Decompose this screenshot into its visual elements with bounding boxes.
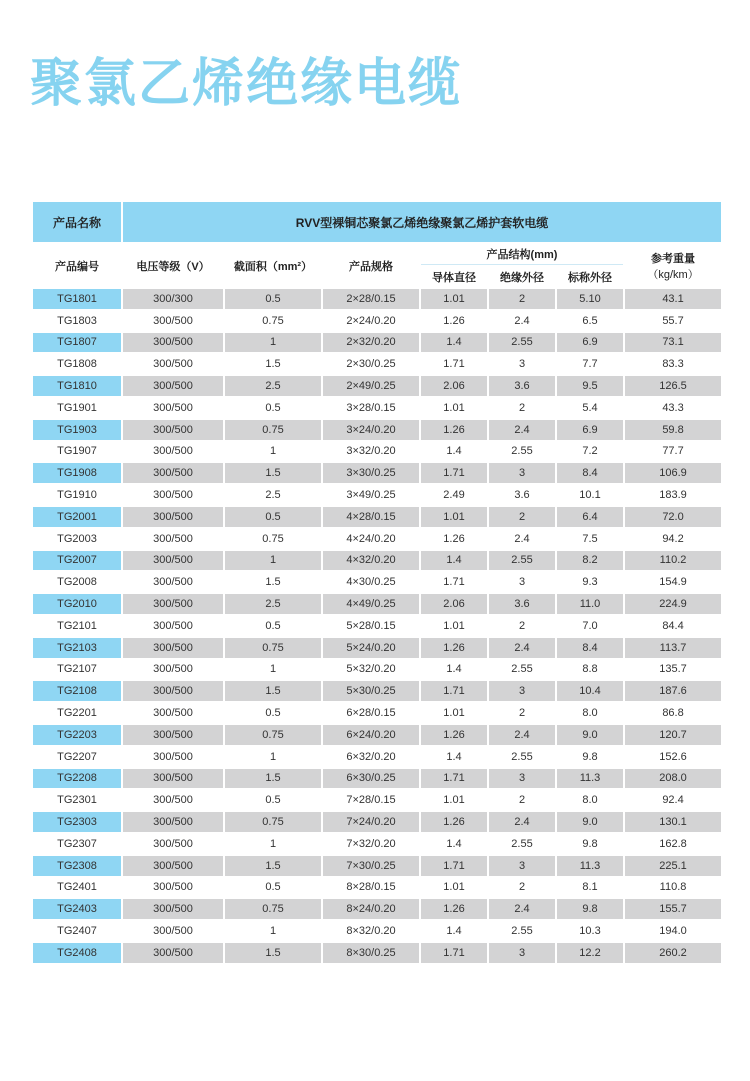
cell-insulation-od: 2 [489,790,555,810]
cell-weight: 84.4 [625,616,721,636]
column-header-row [33,244,721,265]
cell-nominal-od: 10.3 [557,921,623,941]
cell-conductor-dia: 1.71 [421,463,487,483]
cell-nominal-od: 8.4 [557,463,623,483]
cell-conductor-dia: 1.01 [421,398,487,418]
cell-section: 0.5 [225,790,321,810]
cell-conductor-dia: 1.71 [421,681,487,701]
cell-weight: 59.8 [625,420,721,440]
table-row [33,769,721,789]
table-row [33,681,721,701]
cell-insulation-od: 2.55 [489,834,555,854]
cell-conductor-dia: 1.4 [421,551,487,571]
cell-spec: 5×30/0.25 [323,681,419,701]
cell-nominal-od: 8.4 [557,638,623,658]
cell-nominal-od: 7.2 [557,442,623,462]
cell-code: TG2307 [33,834,121,854]
cell-weight: 72.0 [625,507,721,527]
cell-code: TG2101 [33,616,121,636]
cell-voltage: 300/500 [123,899,223,919]
cell-spec: 4×28/0.15 [323,507,419,527]
cell-conductor-dia: 1.4 [421,747,487,767]
cell-spec: 5×32/0.20 [323,660,419,680]
table-row [33,442,721,462]
cell-nominal-od: 9.0 [557,812,623,832]
cell-voltage: 300/500 [123,638,223,658]
table-row [33,572,721,592]
cell-spec: 3×49/0.25 [323,485,419,505]
cell-weight: 187.6 [625,681,721,701]
cell-insulation-od: 2 [489,398,555,418]
cell-voltage: 300/500 [123,769,223,789]
cell-weight: 183.9 [625,485,721,505]
cell-code: TG1908 [33,463,121,483]
cell-spec: 6×24/0.20 [323,725,419,745]
header-section: 截面积（mm²） [225,244,321,287]
cell-code: TG1803 [33,311,121,331]
cell-code: TG2010 [33,594,121,614]
table-row [33,485,721,505]
cell-conductor-dia: 1.01 [421,703,487,723]
product-name-label: 产品名称 [33,202,121,242]
cell-weight: 77.7 [625,442,721,462]
cell-section: 1.5 [225,856,321,876]
cell-section: 1.5 [225,943,321,963]
cell-conductor-dia: 1.26 [421,899,487,919]
cell-insulation-od: 2.4 [489,812,555,832]
cell-nominal-od: 11.0 [557,594,623,614]
cell-voltage: 300/500 [123,834,223,854]
table-row [33,638,721,658]
cell-weight: 208.0 [625,769,721,789]
cell-conductor-dia: 1.01 [421,289,487,309]
cell-spec: 6×32/0.20 [323,747,419,767]
cell-spec: 8×30/0.25 [323,943,419,963]
cell-weight: 260.2 [625,943,721,963]
cell-insulation-od: 3.6 [489,485,555,505]
cell-code: TG2108 [33,681,121,701]
cell-spec: 4×32/0.20 [323,551,419,571]
cell-insulation-od: 2.55 [489,333,555,353]
cell-spec: 6×30/0.25 [323,769,419,789]
cell-section: 0.5 [225,878,321,898]
cell-section: 0.5 [225,616,321,636]
table-row [33,420,721,440]
cell-nominal-od: 9.8 [557,747,623,767]
cell-voltage: 300/500 [123,921,223,941]
cell-section: 1 [225,660,321,680]
header-weight-unit: （kg/km） [647,268,699,281]
cell-voltage: 300/500 [123,812,223,832]
cell-insulation-od: 3 [489,463,555,483]
cell-code: TG2303 [33,812,121,832]
cell-voltage: 300/500 [123,572,223,592]
cell-code: TG2201 [33,703,121,723]
header-insulation-od: 绝缘外径 [489,267,555,287]
cell-insulation-od: 3.6 [489,376,555,396]
cell-voltage: 300/500 [123,398,223,418]
cell-spec: 3×32/0.20 [323,442,419,462]
cell-voltage: 300/500 [123,943,223,963]
cell-section: 1.5 [225,681,321,701]
cell-weight: 110.8 [625,878,721,898]
cell-insulation-od: 2 [489,616,555,636]
table-row [33,529,721,549]
cell-weight: 43.1 [625,289,721,309]
cell-spec: 3×24/0.20 [323,420,419,440]
table-row [33,463,721,483]
table-row [33,812,721,832]
cell-nominal-od: 9.0 [557,725,623,745]
cell-conductor-dia: 1.71 [421,943,487,963]
table-row [33,660,721,680]
cell-code: TG2208 [33,769,121,789]
table-row [33,551,721,571]
cell-nominal-od: 6.4 [557,507,623,527]
cell-voltage: 300/500 [123,856,223,876]
cell-section: 0.75 [225,812,321,832]
cell-voltage: 300/500 [123,551,223,571]
cell-section: 1.5 [225,572,321,592]
cell-voltage: 300/500 [123,333,223,353]
cell-weight: 152.6 [625,747,721,767]
cell-voltage: 300/300 [123,289,223,309]
cell-code: TG2301 [33,790,121,810]
cell-section: 1 [225,442,321,462]
cell-conductor-dia: 1.71 [421,572,487,592]
cell-weight: 106.9 [625,463,721,483]
cell-conductor-dia: 1.01 [421,878,487,898]
cell-nominal-od: 8.0 [557,790,623,810]
cell-insulation-od: 2.4 [489,725,555,745]
cell-weight: 224.9 [625,594,721,614]
cell-insulation-od: 2.55 [489,660,555,680]
table-row [33,856,721,876]
cell-voltage: 300/500 [123,790,223,810]
cell-code: TG1810 [33,376,121,396]
cell-code: TG2003 [33,529,121,549]
cell-code: TG2403 [33,899,121,919]
cell-conductor-dia: 1.26 [421,529,487,549]
product-name-row [33,202,721,242]
cell-insulation-od: 2.4 [489,638,555,658]
cell-weight: 110.2 [625,551,721,571]
cell-weight: 162.8 [625,834,721,854]
cell-conductor-dia: 1.01 [421,507,487,527]
cell-code: TG1808 [33,354,121,374]
cell-section: 1.5 [225,354,321,374]
cell-section: 0.5 [225,507,321,527]
cell-weight: 83.3 [625,354,721,374]
cell-voltage: 300/500 [123,463,223,483]
cell-insulation-od: 2.55 [489,551,555,571]
table-row [33,878,721,898]
cell-nominal-od: 8.0 [557,703,623,723]
product-name-value: RVV型裸铜芯聚氯乙烯绝缘聚氯乙烯护套软电缆 [123,202,721,242]
table-row [33,376,721,396]
cell-conductor-dia: 1.4 [421,921,487,941]
cell-spec: 7×32/0.20 [323,834,419,854]
header-weight-label: 参考重量 [651,252,696,265]
cell-spec: 2×24/0.20 [323,311,419,331]
cell-insulation-od: 2 [489,703,555,723]
cell-section: 0.5 [225,289,321,309]
cell-code: TG2001 [33,507,121,527]
cell-nominal-od: 5.10 [557,289,623,309]
cell-voltage: 300/500 [123,529,223,549]
cell-voltage: 300/500 [123,420,223,440]
cell-code: TG1910 [33,485,121,505]
cell-insulation-od: 3 [489,769,555,789]
cell-voltage: 300/500 [123,681,223,701]
cell-code: TG1907 [33,442,121,462]
cell-voltage: 300/500 [123,442,223,462]
cell-nominal-od: 6.9 [557,420,623,440]
cell-weight: 225.1 [625,856,721,876]
cell-nominal-od: 7.7 [557,354,623,374]
cell-voltage: 300/500 [123,376,223,396]
cell-code: TG2203 [33,725,121,745]
cell-section: 1 [225,551,321,571]
cell-spec: 4×49/0.25 [323,594,419,614]
cell-insulation-od: 2.4 [489,311,555,331]
cell-conductor-dia: 1.01 [421,790,487,810]
cell-code: TG1903 [33,420,121,440]
cell-weight: 86.8 [625,703,721,723]
cell-insulation-od: 2.55 [489,442,555,462]
cell-conductor-dia: 2.06 [421,376,487,396]
cell-voltage: 300/500 [123,485,223,505]
header-spec: 产品规格 [323,244,419,287]
table-row [33,616,721,636]
cell-section: 1.5 [225,769,321,789]
cell-code: TG2107 [33,660,121,680]
cell-weight: 126.5 [625,376,721,396]
cell-code: TG2308 [33,856,121,876]
cell-code: TG1901 [33,398,121,418]
table-row [33,507,721,527]
cell-conductor-dia: 1.01 [421,616,487,636]
cell-conductor-dia: 1.4 [421,333,487,353]
cell-nominal-od: 6.5 [557,311,623,331]
cell-weight: 155.7 [625,899,721,919]
cell-nominal-od: 9.3 [557,572,623,592]
spec-table-container [33,202,719,963]
table-row [33,921,721,941]
cell-insulation-od: 3 [489,354,555,374]
cell-section: 0.5 [225,398,321,418]
cell-nominal-od: 9.8 [557,899,623,919]
cell-weight: 73.1 [625,333,721,353]
cell-code: TG2008 [33,572,121,592]
cell-section: 0.75 [225,420,321,440]
cell-weight: 94.2 [625,529,721,549]
header-weight [625,244,721,287]
cell-code: TG1801 [33,289,121,309]
cell-nominal-od: 5.4 [557,398,623,418]
cell-section: 1 [225,921,321,941]
cell-spec: 3×28/0.15 [323,398,419,418]
cell-voltage: 300/500 [123,354,223,374]
cell-insulation-od: 2 [489,878,555,898]
header-structure: 产品结构(mm) [421,244,623,265]
cell-insulation-od: 2.4 [489,420,555,440]
page-title: 聚氯乙烯绝缘电缆 [30,54,463,114]
cell-weight: 130.1 [625,812,721,832]
cell-section: 0.75 [225,311,321,331]
cell-insulation-od: 3 [489,943,555,963]
cell-nominal-od: 6.9 [557,333,623,353]
cell-nominal-od: 12.2 [557,943,623,963]
cell-spec: 4×24/0.20 [323,529,419,549]
cell-insulation-od: 3 [489,572,555,592]
cell-spec: 2×28/0.15 [323,289,419,309]
cell-code: TG2207 [33,747,121,767]
cell-code: TG2103 [33,638,121,658]
cell-voltage: 300/500 [123,507,223,527]
table-row [33,594,721,614]
cell-spec: 8×28/0.15 [323,878,419,898]
cell-section: 0.5 [225,703,321,723]
cell-spec: 2×49/0.25 [323,376,419,396]
cell-conductor-dia: 2.06 [421,594,487,614]
table-row [33,398,721,418]
cell-nominal-od: 10.4 [557,681,623,701]
table-row [33,703,721,723]
cell-insulation-od: 3 [489,856,555,876]
spec-table [31,200,723,965]
cell-spec: 8×32/0.20 [323,921,419,941]
cell-voltage: 300/500 [123,660,223,680]
header-nominal-od: 标称外径 [557,267,623,287]
cell-insulation-od: 3 [489,681,555,701]
cell-conductor-dia: 2.49 [421,485,487,505]
cell-voltage: 300/500 [123,594,223,614]
cell-nominal-od: 10.1 [557,485,623,505]
cell-section: 0.75 [225,638,321,658]
cell-code: TG2007 [33,551,121,571]
cell-nominal-od: 7.5 [557,529,623,549]
cell-code: TG1807 [33,333,121,353]
table-row [33,834,721,854]
cell-spec: 2×30/0.25 [323,354,419,374]
cell-code: TG2401 [33,878,121,898]
header-code: 产品编号 [33,244,121,287]
cell-insulation-od: 3.6 [489,594,555,614]
header-voltage: 电压等级（V） [123,244,223,287]
cell-weight: 92.4 [625,790,721,810]
cell-section: 2.5 [225,594,321,614]
table-row [33,899,721,919]
table-row [33,943,721,963]
cell-weight: 43.3 [625,398,721,418]
cell-nominal-od: 8.2 [557,551,623,571]
cell-conductor-dia: 1.71 [421,354,487,374]
table-row [33,790,721,810]
cell-insulation-od: 2.4 [489,529,555,549]
cell-nominal-od: 9.8 [557,834,623,854]
cell-conductor-dia: 1.71 [421,856,487,876]
cell-insulation-od: 2.4 [489,899,555,919]
cell-voltage: 300/500 [123,747,223,767]
cell-weight: 120.7 [625,725,721,745]
cell-nominal-od: 11.3 [557,856,623,876]
cell-section: 1 [225,747,321,767]
cell-weight: 55.7 [625,311,721,331]
cell-section: 0.75 [225,529,321,549]
cell-insulation-od: 2 [489,289,555,309]
cell-voltage: 300/500 [123,725,223,745]
header-conductor-dia: 导体直径 [421,267,487,287]
cell-spec: 3×30/0.25 [323,463,419,483]
cell-spec: 6×28/0.15 [323,703,419,723]
cell-nominal-od: 8.8 [557,660,623,680]
cell-nominal-od: 7.0 [557,616,623,636]
table-row [33,311,721,331]
cell-spec: 8×24/0.20 [323,899,419,919]
cell-insulation-od: 2 [489,507,555,527]
cell-conductor-dia: 1.26 [421,638,487,658]
cell-conductor-dia: 1.26 [421,812,487,832]
cell-spec: 2×32/0.20 [323,333,419,353]
cell-spec: 7×24/0.20 [323,812,419,832]
cell-nominal-od: 11.3 [557,769,623,789]
cell-insulation-od: 2.55 [489,921,555,941]
table-row [33,354,721,374]
table-row [33,333,721,353]
cell-voltage: 300/500 [123,878,223,898]
cell-weight: 154.9 [625,572,721,592]
cell-conductor-dia: 1.26 [421,311,487,331]
cell-section: 0.75 [225,899,321,919]
cell-voltage: 300/500 [123,703,223,723]
cell-spec: 5×28/0.15 [323,616,419,636]
cell-code: TG2407 [33,921,121,941]
cell-section: 2.5 [225,485,321,505]
cell-weight: 194.0 [625,921,721,941]
cell-nominal-od: 8.1 [557,878,623,898]
cell-section: 1.5 [225,463,321,483]
cell-section: 1 [225,333,321,353]
cell-voltage: 300/500 [123,311,223,331]
table-row [33,747,721,767]
cell-weight: 113.7 [625,638,721,658]
cell-conductor-dia: 1.4 [421,834,487,854]
cell-section: 2.5 [225,376,321,396]
cell-voltage: 300/500 [123,616,223,636]
table-body [33,289,721,963]
table-row [33,289,721,309]
cell-conductor-dia: 1.26 [421,420,487,440]
cell-spec: 5×24/0.20 [323,638,419,658]
table-row [33,725,721,745]
cell-nominal-od: 9.5 [557,376,623,396]
cell-conductor-dia: 1.4 [421,660,487,680]
cell-weight: 135.7 [625,660,721,680]
cell-conductor-dia: 1.26 [421,725,487,745]
cell-code: TG2408 [33,943,121,963]
cell-spec: 7×30/0.25 [323,856,419,876]
cell-conductor-dia: 1.4 [421,442,487,462]
cell-spec: 7×28/0.15 [323,790,419,810]
cell-section: 0.75 [225,725,321,745]
cell-insulation-od: 2.55 [489,747,555,767]
cell-spec: 4×30/0.25 [323,572,419,592]
cell-conductor-dia: 1.71 [421,769,487,789]
cell-section: 1 [225,834,321,854]
